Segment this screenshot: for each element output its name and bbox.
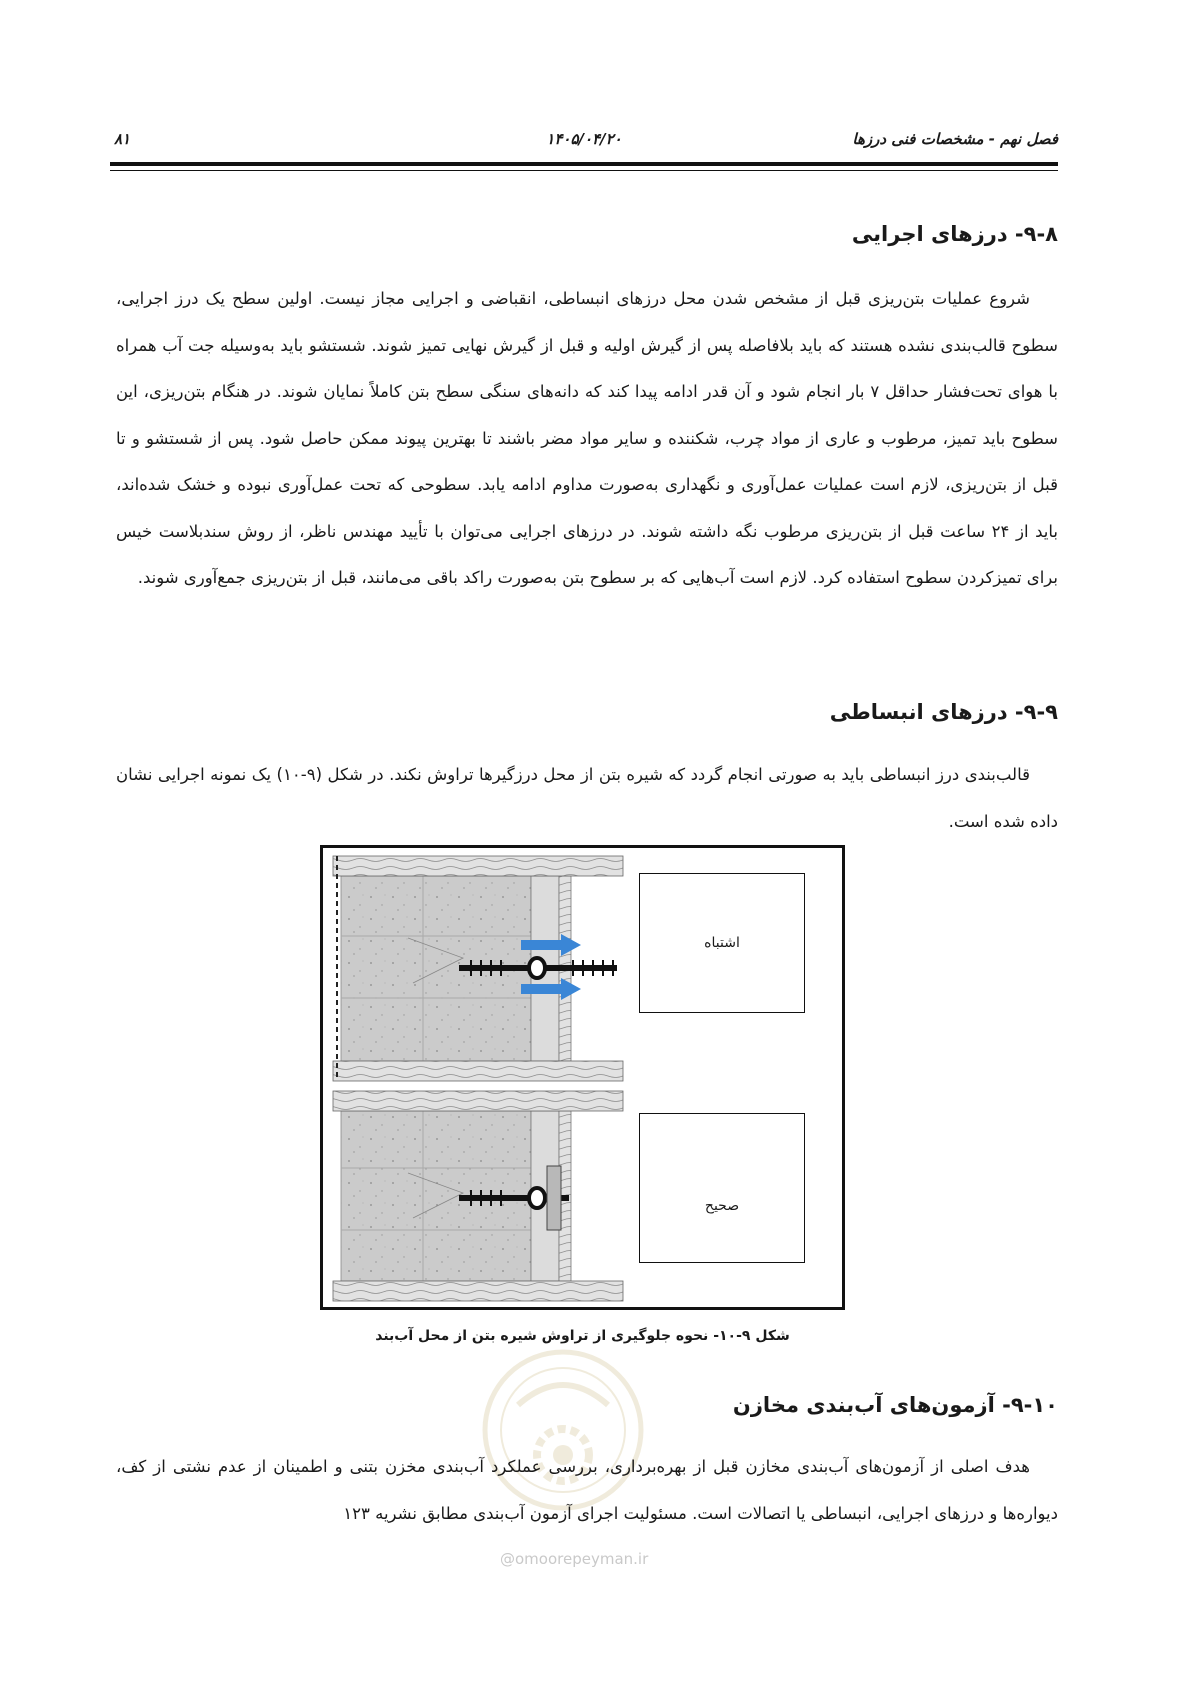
label-box-wrong	[639, 873, 805, 1013]
bottom-plank	[333, 1061, 623, 1081]
paragraph-text: قالب‌بندی درز انبساطی باید به صورتی انجام گردد که شیره بتن از محل درزگیرها تراوش نکند. در شکل (۹-۱۰) یک نمونه اجرایی نشان داده شده است.	[116, 765, 1058, 831]
top-plank	[333, 856, 623, 876]
label-correct: صحیح	[704, 1198, 740, 1214]
figure-expansion-joint	[320, 845, 845, 1310]
bottom-plank	[333, 1281, 623, 1301]
header-rule-thick	[110, 162, 1058, 166]
header-rule-thin	[110, 170, 1058, 171]
page-number: ۸۱	[114, 130, 131, 148]
chapter-title: فصل نهم - مشخصات فنی درزها	[852, 130, 1058, 148]
label-wrong: اشتباه	[704, 935, 740, 951]
section-paragraph-construction-joints	[116, 276, 1058, 602]
seal-block	[547, 1166, 561, 1230]
section-paragraph-expansion-joints	[116, 752, 1058, 845]
section-heading-construction-joints: ۹-۸- درزهای اجرایی	[851, 222, 1058, 246]
waterstop-bulb	[529, 1188, 545, 1208]
header-date: ۱۴۰۵/۰۴/۲۰	[546, 130, 622, 148]
section-heading-tank-tests: ۹-۱۰- آزمون‌های آب‌بندی مخازن	[732, 1393, 1058, 1417]
top-plank	[333, 1091, 623, 1111]
section-paragraph-tank-tests	[116, 1444, 1058, 1537]
waterstop-bulb	[529, 958, 545, 978]
watermark-site: @omoorepeyman.ir	[500, 1550, 649, 1568]
figure-caption: شکل ۹-۱۰- نحوه جلوگیری از تراوش شیره بتن از محل آب‌بند	[375, 1328, 790, 1344]
panel-wrong	[333, 856, 623, 1081]
panel-correct	[333, 1091, 623, 1301]
paragraph-text: شروع عملیات بتن‌ریزی قبل از مشخص شدن محل درزهای انبساطی، انقباضی و اجرایی مجاز نیست. اولین سطح یک درز اجرایی، سطوح قالب‌بندی نشده هستند که باید بلافاصله پس از گیرش اولیه و قبل از گیرش نهایی تمیز شوند. شستشو باید به‌وسیله جت آب همراه با هوای تحت‌فشار حداقل ۷ بار انجام شود و آن قدر ادامه پیدا کند که دانه‌های سنگی سطح بتن کاملاً نمایان شوند. در هنگام بتن‌ریزی، این سطوح باید تمیز، مرطوب و عاری از مواد چرب، شکننده و سایر مواد مضر باشند تا بهترین پیوند ممکن حاصل شود. پس از شستشو و تا قبل از بتن‌ریزی، لازم است عملیات عمل‌آوری و نگهداری به‌صورت مداوم ادامه یابد. سطوحی که تحت عمل‌آوری نبوده و خشک شده‌اند، باید از ۲۴ ساعت قبل از بتن‌ریزی مرطوب نگه داشته شوند. در درزهای اجرایی می‌توان با تأیید مهندس ناظر، از روش سندبلاست خیس برای تمیزکردن سطوح استفاده کرد. لازم است آب‌هایی که بر سطوح بتن به‌صورت راکد باقی می‌مانند، قبل از بتن‌ریزی جمع‌آوری شوند.	[116, 289, 1059, 587]
page-header	[110, 128, 1058, 156]
paragraph-text: هدف اصلی از آزمون‌های آب‌بندی مخازن قبل از بهره‌برداری، بررسی عملکرد آب‌بندی مخزن بتنی و اطمینان از عدم نشتی از کف، دیواره‌ها و درزهای اجرایی، انبساطی یا اتصالات است. مسئولیت اجرای آزمون آب‌بندی مطابق نشریه ۱۲۳	[116, 1457, 1058, 1523]
section-heading-expansion-joints: ۹-۹- درزهای انبساطی	[829, 700, 1058, 724]
label-box-correct	[639, 1113, 805, 1263]
